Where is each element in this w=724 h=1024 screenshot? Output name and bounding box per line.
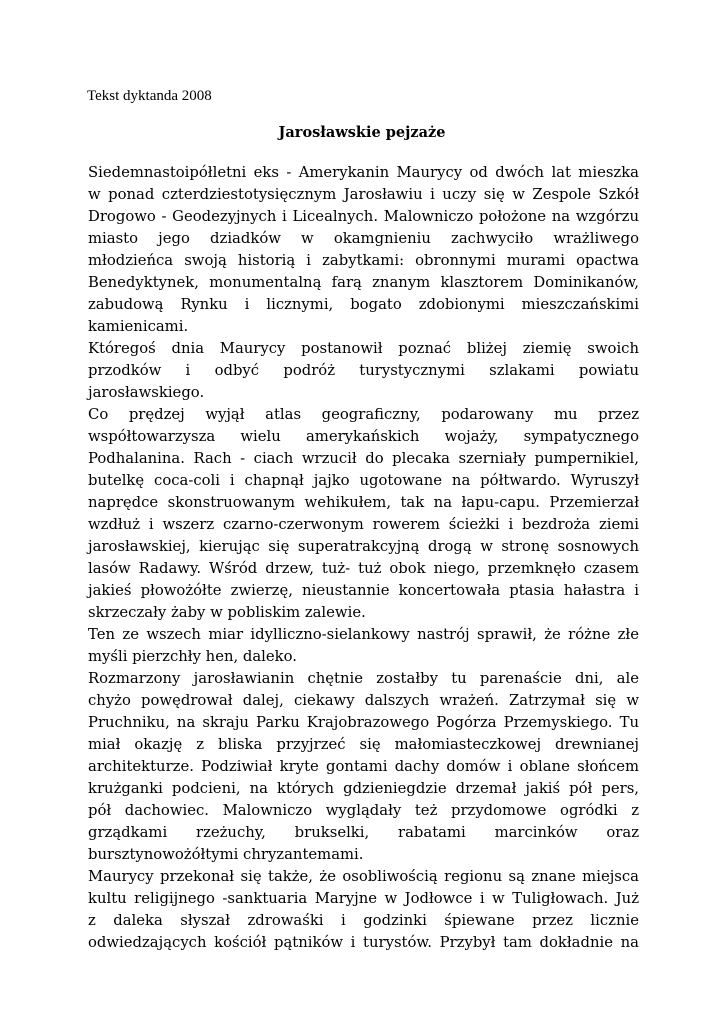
- text-line: chyżo powędrował dalej, ciekawy dalszych wrażeń. Zatrzymał się w: [88, 692, 639, 709]
- text-line: z daleka słyszał zdrowaśki i godzinki śpiewane przez licznie: [88, 912, 639, 929]
- text-line: Benedyktynek, monumentalną farą znanym klasztorem Dominikanów,: [88, 274, 639, 291]
- text-line: w ponad czterdziestotysięcznym Jarosławiu i uczy się w Zespole Szkół: [88, 186, 639, 203]
- text-line: zabudową Rynku i licznymi, bogato zdobionymi mieszczańskimi: [88, 296, 639, 313]
- text-line: Któregoś dnia Maurycy postanowił poznać bliżej ziemię swoich: [88, 340, 639, 357]
- text-line: kultu religijnego -sanktuaria Maryjne w Jodłowce i w Tuligłowach. Już: [88, 890, 639, 907]
- text-line: myśli pierzchły hen, daleko.: [88, 648, 297, 665]
- text-line: kamienicami.: [88, 318, 189, 335]
- text-line: krużganki podcieni, na których gdzieniegdzie drzemał jakiś pół pers,: [88, 780, 639, 797]
- text-line: Pruchniku, na skraju Parku Krajobrazowego Pogórza Przemyskiego. Tu: [88, 714, 639, 731]
- text-line: Drogowo - Geodezyjnych i Licealnych. Malowniczo położone na wzgórzu: [88, 208, 639, 225]
- text-line: miasto jego dziadków w okamgnieniu zachwyciło wrażliwego: [88, 230, 639, 247]
- text-line: współtowarzysza wielu amerykańskich wojaży, sympatycznego: [88, 428, 639, 445]
- document-body: [88, 162, 639, 954]
- text-line: odwiedzających kościół pątników i turystów. Przybył tam dokładnie na: [88, 934, 639, 951]
- text-line: jarosławskiego.: [88, 384, 205, 401]
- text-line: Maurycy przekonał się także, że osobliwością regionu są znane miejsca: [88, 868, 639, 885]
- text-line: jarosławskiej, kierując się superatrakcyjną drogą w stronę sosnowych: [88, 538, 639, 555]
- text-line: młodzieńca swoją historią i zabytkami: obronnymi murami opactwa: [88, 252, 639, 269]
- text-line: Podhalanina. Rach - ciach wrzucił do plecaka szerniały pumpernikiel,: [88, 450, 639, 467]
- text-line: Ten ze wszech miar idylliczno-sielankowy nastrój sprawił, że różne złe: [88, 626, 639, 643]
- text-line: Siedemnastoipółletni eks - Amerykanin Maurycy od dwóch lat mieszka: [88, 164, 639, 181]
- text-line: miał okazję z bliska przyjrzeć się małomiasteczkowej drewnianej: [88, 736, 639, 753]
- text-line: architekturze. Podziwiał kryte gontami dachy domów i oblane słońcem: [88, 758, 639, 775]
- text-line: przodków i odbyć podróż turystycznymi szlakami powiatu: [88, 362, 639, 379]
- text-line: grządkami rzeżuchy, brukselki, rabatami marcinków oraz: [88, 824, 639, 841]
- text-line: Co prędzej wyjął atlas geograficzny, podarowany mu przez: [88, 406, 639, 423]
- text-line: wzdłuż i wszerz czarno-czerwonym rowerem ścieżki i bezdroża ziemi: [88, 516, 639, 533]
- text-line: butelkę coca-coli i chapnął jajko ugotowane na półtwardo. Wyruszył: [88, 472, 639, 489]
- text-line: lasów Radawy. Wśród drzew, tuż- tuż obok niego, przemknęło czasem: [88, 560, 639, 577]
- text-line: jakieś płowożółte zwierzę, nieustannie koncertowała ptasia hałastra i: [88, 582, 639, 599]
- text-line: skrzeczały żaby w pobliskim zalewie.: [88, 604, 366, 621]
- document-header: Tekst dyktanda 2008: [87, 88, 212, 104]
- text-line: naprędce skonstruowanym wehikułem, tak na łapu-capu. Przemierzał: [88, 494, 639, 511]
- document-title: Jarosławskie pejzaże: [278, 124, 446, 141]
- text-line: pół dachowiec. Malowniczo wyglądały też przydomowe ogródki z: [88, 802, 639, 819]
- text-line: Rozmarzony jarosławianin chętnie zostałby tu parenaście dni, ale: [88, 670, 639, 687]
- text-line: bursztynowożółtymi chryzantemami.: [88, 846, 364, 863]
